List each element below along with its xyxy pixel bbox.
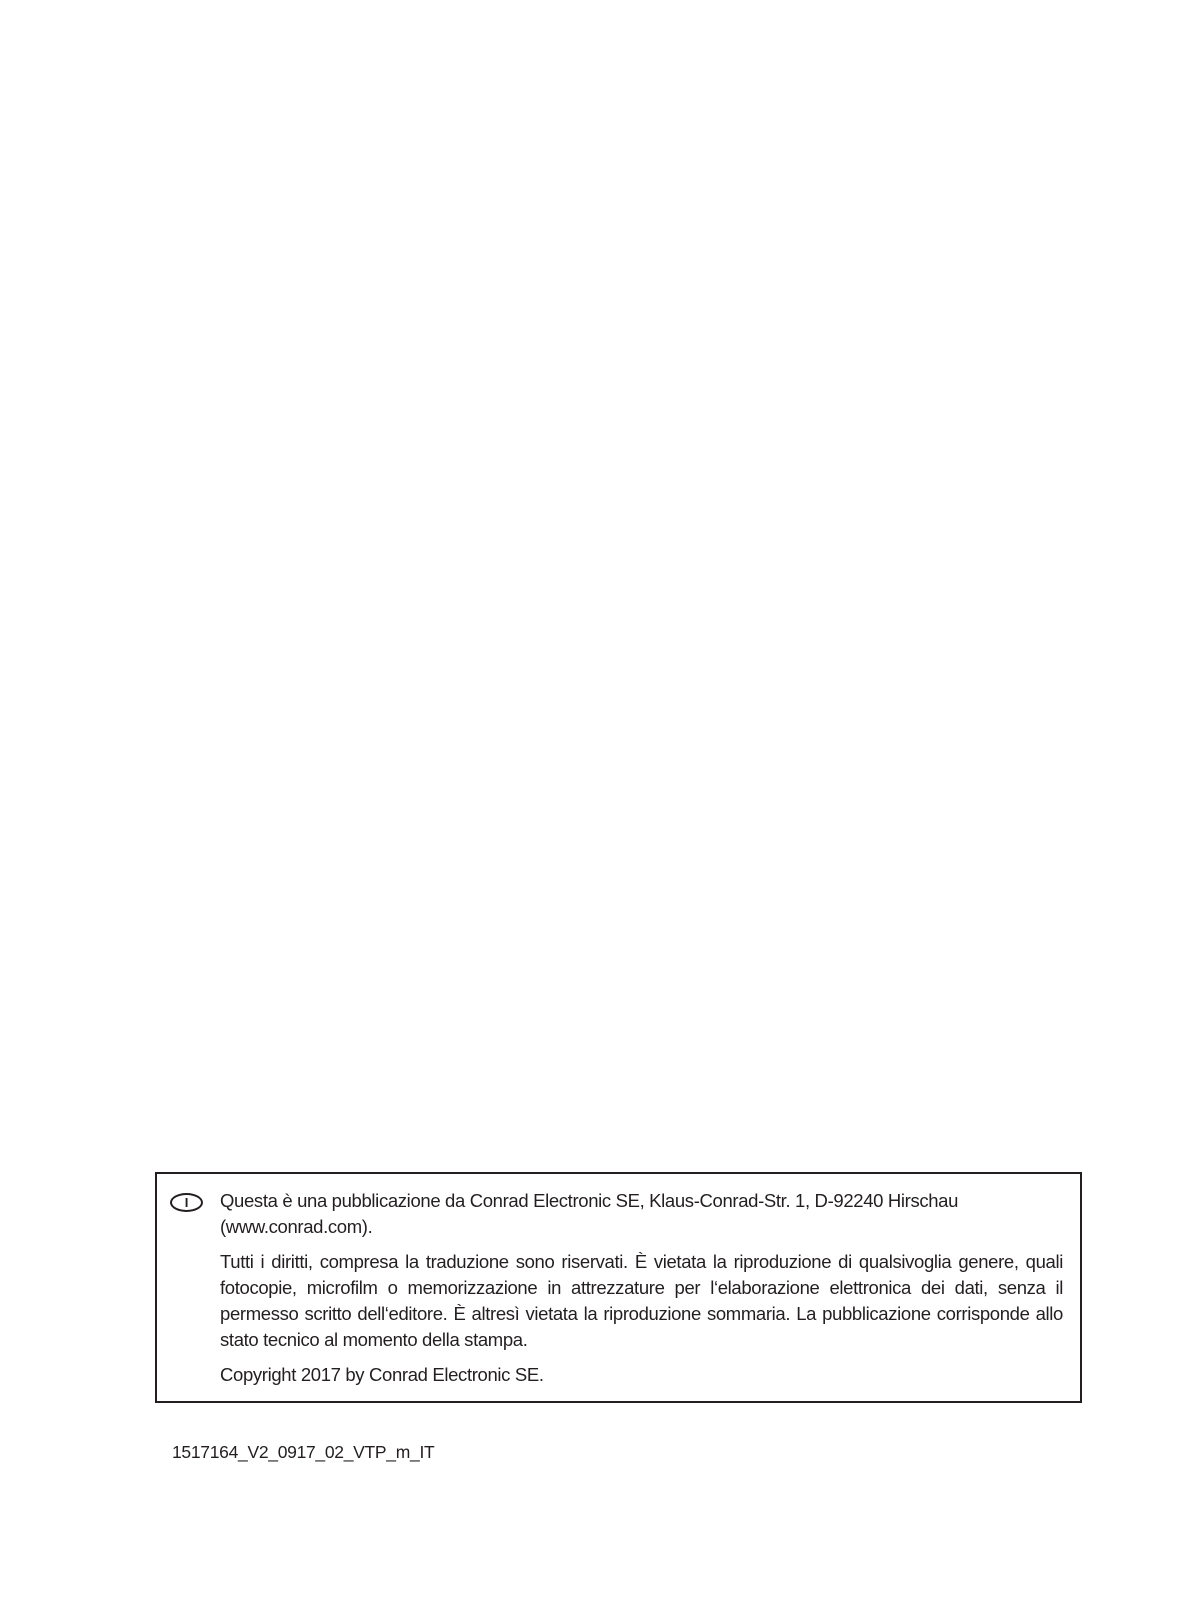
copyright-line: Copyright 2017 by Conrad Electronic SE. bbox=[220, 1364, 544, 1385]
imprint-text bbox=[220, 1188, 1063, 1388]
country-code-badge: I bbox=[170, 1193, 203, 1212]
rights-paragraph: Tutti i diritti, compresa la traduzione sono riservati. È vietata la riproduzione di qualsivoglia genere, quali fotocopie, microfilm o memorizzazione in attrezzature per l‘elaborazione elettronica dei dati, senza il permesso scritto dell‘editore. È altresì vietata la riproduzione sommaria. La pubblicazione corrisponde allo stato tecnico al momento della stampa. bbox=[220, 1251, 1063, 1350]
document-code: 1517164_V2_0917_02_VTP_m_IT bbox=[172, 1442, 435, 1462]
publisher-line: Questa è una pubblicazione da Conrad Electronic SE, Klaus-Conrad-Str. 1, D-92240 Hirschau (www.conrad.com). bbox=[220, 1190, 959, 1237]
imprint-box bbox=[155, 1172, 1082, 1403]
